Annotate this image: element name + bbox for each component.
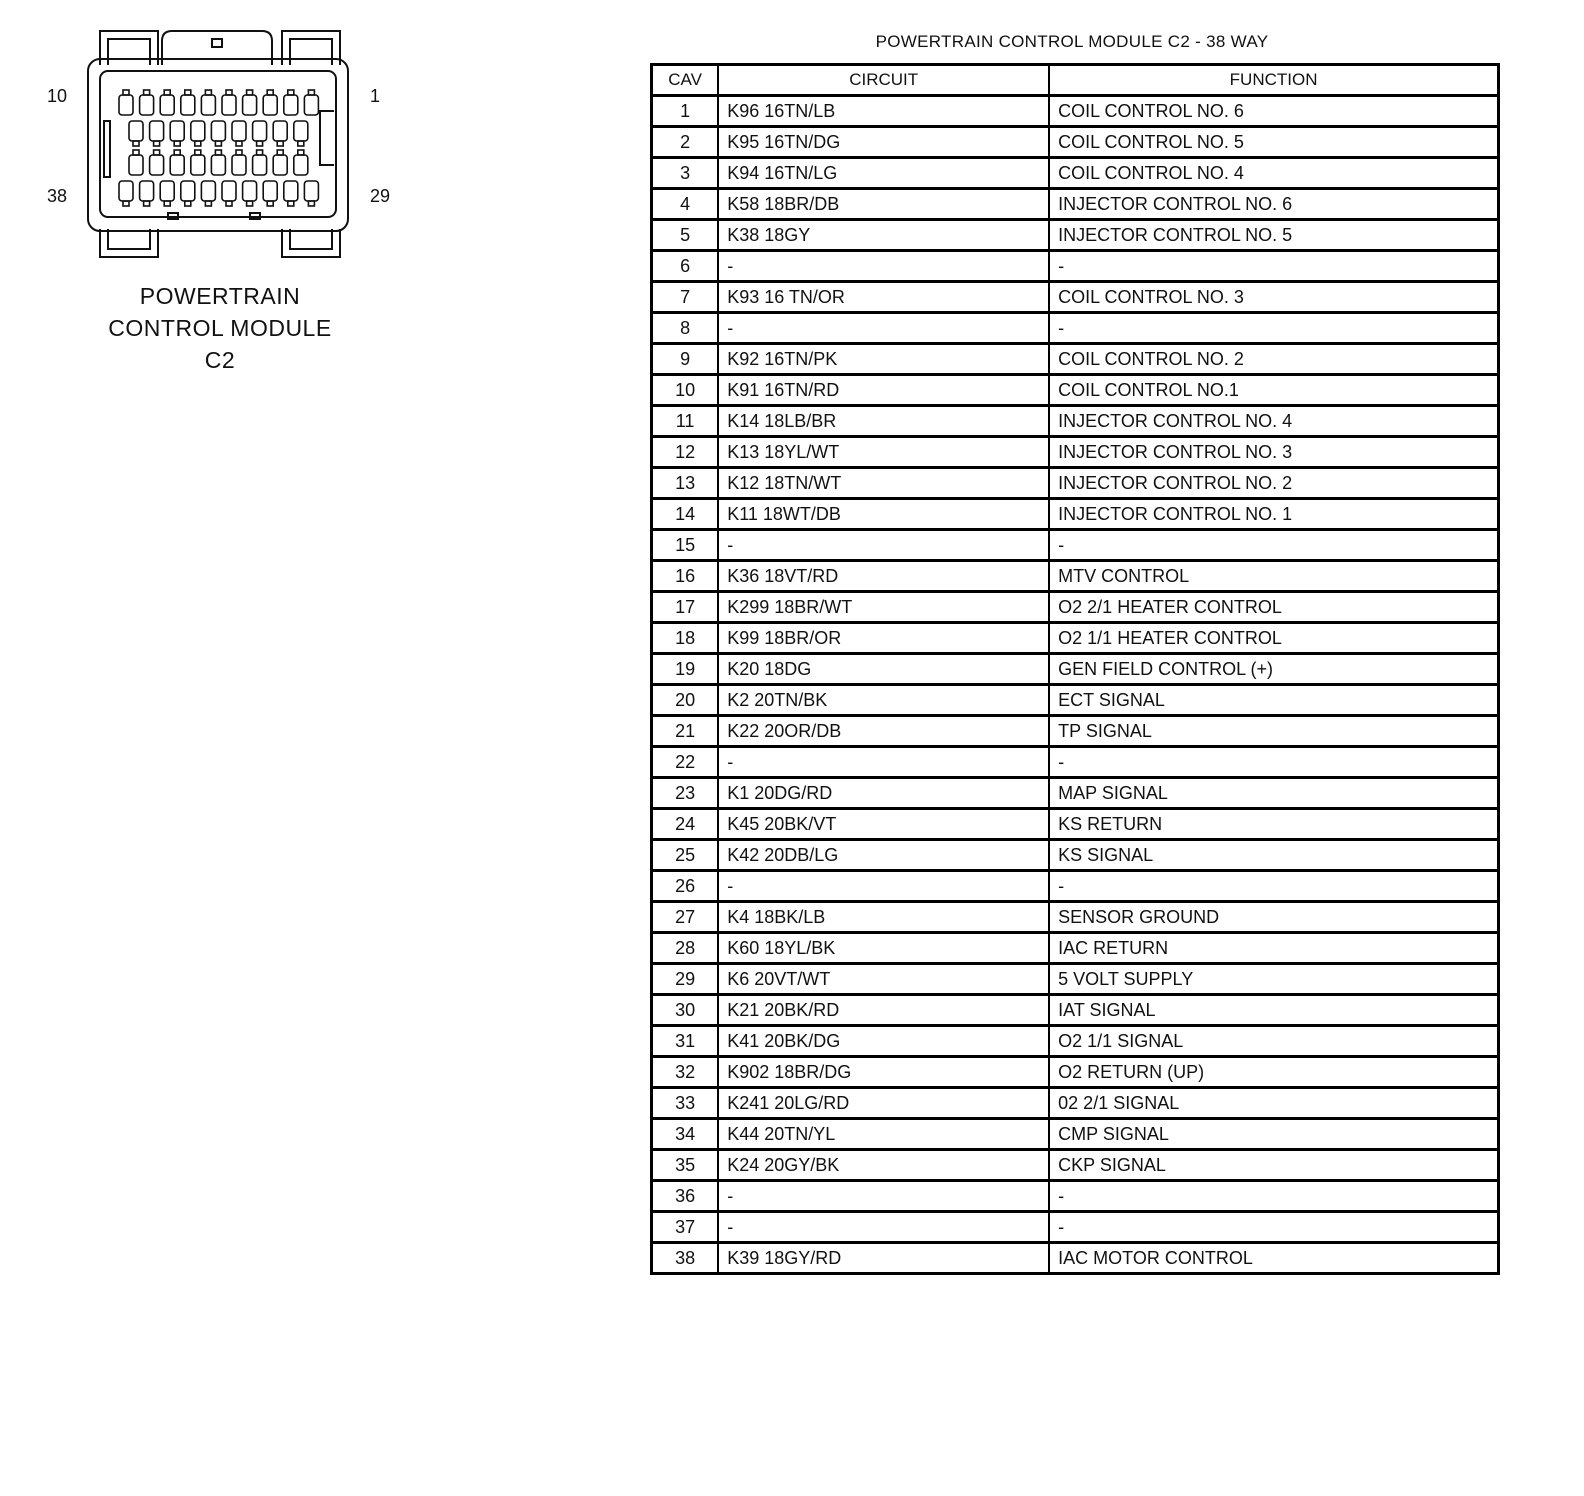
- table-row: [652, 1150, 1499, 1181]
- cav-cell: 27: [652, 902, 719, 933]
- left-key: [104, 121, 110, 177]
- table-title: POWERTRAIN CONTROL MODULE C2 - 38 WAY: [875, 32, 1269, 51]
- function-cell: INJECTOR CONTROL NO. 2: [1049, 468, 1498, 499]
- cav-cell: 30: [652, 995, 719, 1026]
- circuit-cell: K14 18LB/BR: [718, 406, 1049, 437]
- cavity: [284, 90, 298, 115]
- cav-cell: 22: [652, 747, 719, 778]
- function-cell: INJECTOR CONTROL NO. 4: [1049, 406, 1498, 437]
- cav-cell: 36: [652, 1181, 719, 1212]
- function-cell: KS RETURN: [1049, 809, 1498, 840]
- circuit-cell: K39 18GY/RD: [718, 1243, 1049, 1274]
- table-row: [652, 685, 1499, 716]
- top-left-latch-inner: [108, 39, 150, 65]
- circuit-cell: K902 18BR/DG: [718, 1057, 1049, 1088]
- cav-cell: 24: [652, 809, 719, 840]
- table-row: [652, 1243, 1499, 1274]
- function-cell: COIL CONTROL NO. 2: [1049, 344, 1498, 375]
- table-row: [652, 747, 1499, 778]
- cav-cell: 26: [652, 871, 719, 902]
- cavity: [304, 181, 318, 206]
- table-row: [652, 127, 1499, 158]
- table-row: [652, 1088, 1499, 1119]
- cavity: [181, 181, 195, 206]
- function-cell: CKP SIGNAL: [1049, 1150, 1498, 1181]
- cavity: [253, 121, 267, 146]
- circuit-cell: -: [718, 1181, 1049, 1212]
- circuit-cell: -: [718, 313, 1049, 344]
- cav-cell: 28: [652, 933, 719, 964]
- cavity: [170, 121, 184, 146]
- cavity-grid: [119, 90, 318, 206]
- cavity: [191, 121, 205, 146]
- cavity: [243, 90, 257, 115]
- cav-cell: 20: [652, 685, 719, 716]
- top-right-latch-inner: [290, 39, 332, 65]
- cav-cell: 38: [652, 1243, 719, 1274]
- table-row: [652, 1181, 1499, 1212]
- table-row: [652, 871, 1499, 902]
- table-row: [652, 530, 1499, 561]
- header-cav: CAV: [652, 65, 719, 96]
- table-row: [652, 623, 1499, 654]
- cav-cell: 12: [652, 437, 719, 468]
- connector-diagram: [40, 25, 370, 265]
- circuit-cell: K93 16 TN/OR: [718, 282, 1049, 313]
- table-row: [652, 344, 1499, 375]
- cavity: [129, 150, 143, 175]
- function-cell: IAT SIGNAL: [1049, 995, 1498, 1026]
- cav-cell: 14: [652, 499, 719, 530]
- table-row: [652, 778, 1499, 809]
- cavity: [181, 90, 195, 115]
- cavity: [273, 150, 287, 175]
- cavity: [129, 121, 143, 146]
- circuit-cell: -: [718, 251, 1049, 282]
- cavity: [119, 90, 133, 115]
- pin-label-38: 38: [47, 186, 68, 206]
- function-cell: INJECTOR CONTROL NO. 6: [1049, 189, 1498, 220]
- table-row: [652, 189, 1499, 220]
- header-function: FUNCTION: [1049, 65, 1498, 96]
- function-cell: COIL CONTROL NO.1: [1049, 375, 1498, 406]
- cav-cell: 19: [652, 654, 719, 685]
- function-cell: COIL CONTROL NO. 3: [1049, 282, 1498, 313]
- cav-cell: 32: [652, 1057, 719, 1088]
- cav-cell: 2: [652, 127, 719, 158]
- circuit-cell: K42 20DB/LG: [718, 840, 1049, 871]
- circuit-cell: K94 16TN/LG: [718, 158, 1049, 189]
- function-cell: -: [1049, 313, 1498, 344]
- circuit-cell: -: [718, 1212, 1049, 1243]
- table-row: [652, 96, 1499, 127]
- table-row: [652, 313, 1499, 344]
- circuit-cell: -: [718, 530, 1049, 561]
- cavity: [201, 90, 215, 115]
- table-row: [652, 1026, 1499, 1057]
- cav-cell: 29: [652, 964, 719, 995]
- table-row: [652, 840, 1499, 871]
- cav-cell: 9: [652, 344, 719, 375]
- circuit-cell: K2 20TN/BK: [718, 685, 1049, 716]
- circuit-cell: K92 16TN/PK: [718, 344, 1049, 375]
- function-cell: O2 1/1 HEATER CONTROL: [1049, 623, 1498, 654]
- circuit-cell: K95 16TN/DG: [718, 127, 1049, 158]
- function-cell: -: [1049, 530, 1498, 561]
- table-row: [652, 158, 1499, 189]
- circuit-cell: K241 20LG/RD: [718, 1088, 1049, 1119]
- function-cell: MAP SIGNAL: [1049, 778, 1498, 809]
- cavity: [160, 90, 174, 115]
- cav-cell: 1: [652, 96, 719, 127]
- function-cell: 02 2/1 SIGNAL: [1049, 1088, 1498, 1119]
- cavity: [191, 150, 205, 175]
- right-key: [320, 111, 334, 165]
- table-row: [652, 933, 1499, 964]
- circuit-cell: -: [718, 871, 1049, 902]
- function-cell: 5 VOLT SUPPLY: [1049, 964, 1498, 995]
- header-circuit: CIRCUIT: [718, 65, 1049, 96]
- function-cell: O2 1/1 SIGNAL: [1049, 1026, 1498, 1057]
- function-cell: COIL CONTROL NO. 5: [1049, 127, 1498, 158]
- function-cell: SENSOR GROUND: [1049, 902, 1498, 933]
- cav-cell: 4: [652, 189, 719, 220]
- table-row: [652, 809, 1499, 840]
- cav-cell: 8: [652, 313, 719, 344]
- cav-cell: 21: [652, 716, 719, 747]
- circuit-cell: K36 18VT/RD: [718, 561, 1049, 592]
- cavity: [160, 181, 174, 206]
- cav-cell: 7: [652, 282, 719, 313]
- table-row: [652, 561, 1499, 592]
- function-cell: -: [1049, 1181, 1498, 1212]
- table-row: [652, 592, 1499, 623]
- table-row: [652, 282, 1499, 313]
- function-cell: O2 RETURN (UP): [1049, 1057, 1498, 1088]
- table-row: [652, 220, 1499, 251]
- cav-cell: 25: [652, 840, 719, 871]
- cavity: [273, 121, 287, 146]
- circuit-cell: K96 16TN/LB: [718, 96, 1049, 127]
- circuit-cell: K91 16TN/RD: [718, 375, 1049, 406]
- circuit-cell: K38 18GY: [718, 220, 1049, 251]
- cav-cell: 31: [652, 1026, 719, 1057]
- circuit-cell: K24 20GY/BK: [718, 1150, 1049, 1181]
- cav-cell: 6: [652, 251, 719, 282]
- cavity: [222, 90, 236, 115]
- cavity: [243, 181, 257, 206]
- pin-label-10: 10: [47, 86, 68, 106]
- cav-cell: 35: [652, 1150, 719, 1181]
- function-cell: -: [1049, 871, 1498, 902]
- cavity: [263, 181, 277, 206]
- circuit-cell: -: [718, 747, 1049, 778]
- cav-cell: 17: [652, 592, 719, 623]
- cav-cell: 23: [652, 778, 719, 809]
- cavity: [294, 150, 308, 175]
- cav-cell: 34: [652, 1119, 719, 1150]
- table-row: [652, 1212, 1499, 1243]
- connector-face-inner: [100, 71, 336, 217]
- cavity: [232, 121, 246, 146]
- cavity: [232, 150, 246, 175]
- function-cell: O2 2/1 HEATER CONTROL: [1049, 592, 1498, 623]
- table-row: [652, 1119, 1499, 1150]
- cavity: [140, 90, 154, 115]
- table-row: [652, 251, 1499, 282]
- circuit-cell: K4 18BK/LB: [718, 902, 1049, 933]
- circuit-cell: K58 18BR/DB: [718, 189, 1049, 220]
- cavity: [294, 121, 308, 146]
- cavity: [211, 150, 225, 175]
- function-cell: TP SIGNAL: [1049, 716, 1498, 747]
- cav-cell: 15: [652, 530, 719, 561]
- table-row: [652, 902, 1499, 933]
- circuit-cell: K13 18YL/WT: [718, 437, 1049, 468]
- circuit-cell: K45 20BK/VT: [718, 809, 1049, 840]
- table-header-row: [652, 65, 1499, 96]
- cavity: [284, 181, 298, 206]
- function-cell: COIL CONTROL NO. 4: [1049, 158, 1498, 189]
- cav-cell: 10: [652, 375, 719, 406]
- cav-cell: 11: [652, 406, 719, 437]
- cav-cell: 5: [652, 220, 719, 251]
- cavity: [119, 181, 133, 206]
- cavity: [150, 150, 164, 175]
- lock-notch: [212, 39, 222, 47]
- cav-cell: 18: [652, 623, 719, 654]
- table-row: [652, 964, 1499, 995]
- connector-label-line2: CONTROL MODULE C2: [108, 315, 332, 373]
- circuit-cell: K99 18BR/OR: [718, 623, 1049, 654]
- cavity: [263, 90, 277, 115]
- pin-label-1: 1: [370, 86, 381, 106]
- pin-label-29: 29: [370, 186, 391, 206]
- function-cell: ECT SIGNAL: [1049, 685, 1498, 716]
- cavity: [150, 121, 164, 146]
- cav-cell: 33: [652, 1088, 719, 1119]
- cav-cell: 37: [652, 1212, 719, 1243]
- circuit-cell: K44 20TN/YL: [718, 1119, 1049, 1150]
- function-cell: GEN FIELD CONTROL (+): [1049, 654, 1498, 685]
- circuit-cell: K22 20OR/DB: [718, 716, 1049, 747]
- circuit-cell: K41 20BK/DG: [718, 1026, 1049, 1057]
- table-row: [652, 406, 1499, 437]
- cav-cell: 16: [652, 561, 719, 592]
- function-cell: IAC RETURN: [1049, 933, 1498, 964]
- table-row: [652, 468, 1499, 499]
- circuit-cell: K21 20BK/RD: [718, 995, 1049, 1026]
- connector-label-line1: POWERTRAIN: [139, 283, 301, 309]
- cavity: [253, 150, 267, 175]
- cav-cell: 3: [652, 158, 719, 189]
- table-row: [652, 654, 1499, 685]
- function-cell: IAC MOTOR CONTROL: [1049, 1243, 1498, 1274]
- circuit-cell: K12 18TN/WT: [718, 468, 1049, 499]
- circuit-cell: K6 20VT/WT: [718, 964, 1049, 995]
- table-row: [652, 995, 1499, 1026]
- function-cell: MTV CONTROL: [1049, 561, 1498, 592]
- function-cell: CMP SIGNAL: [1049, 1119, 1498, 1150]
- table-row: [652, 1057, 1499, 1088]
- table-row: [652, 499, 1499, 530]
- function-cell: COIL CONTROL NO. 6: [1049, 96, 1498, 127]
- function-cell: -: [1049, 1212, 1498, 1243]
- circuit-cell: K299 18BR/WT: [718, 592, 1049, 623]
- function-cell: INJECTOR CONTROL NO. 1: [1049, 499, 1498, 530]
- circuit-cell: K20 18DG: [718, 654, 1049, 685]
- function-cell: INJECTOR CONTROL NO. 5: [1049, 220, 1498, 251]
- cavity: [201, 181, 215, 206]
- circuit-cell: K60 18YL/BK: [718, 933, 1049, 964]
- cavity: [170, 150, 184, 175]
- pinout-table-body: [652, 96, 1499, 1274]
- table-row: [652, 716, 1499, 747]
- pinout-table: [650, 63, 1500, 1275]
- function-cell: -: [1049, 747, 1498, 778]
- cavity: [211, 121, 225, 146]
- function-cell: KS SIGNAL: [1049, 840, 1498, 871]
- table-row: [652, 437, 1499, 468]
- cavity: [304, 90, 318, 115]
- cavity: [222, 181, 236, 206]
- circuit-cell: K11 18WT/DB: [718, 499, 1049, 530]
- table-row: [652, 375, 1499, 406]
- function-cell: -: [1049, 251, 1498, 282]
- cavity: [140, 181, 154, 206]
- function-cell: INJECTOR CONTROL NO. 3: [1049, 437, 1498, 468]
- circuit-cell: K1 20DG/RD: [718, 778, 1049, 809]
- cav-cell: 13: [652, 468, 719, 499]
